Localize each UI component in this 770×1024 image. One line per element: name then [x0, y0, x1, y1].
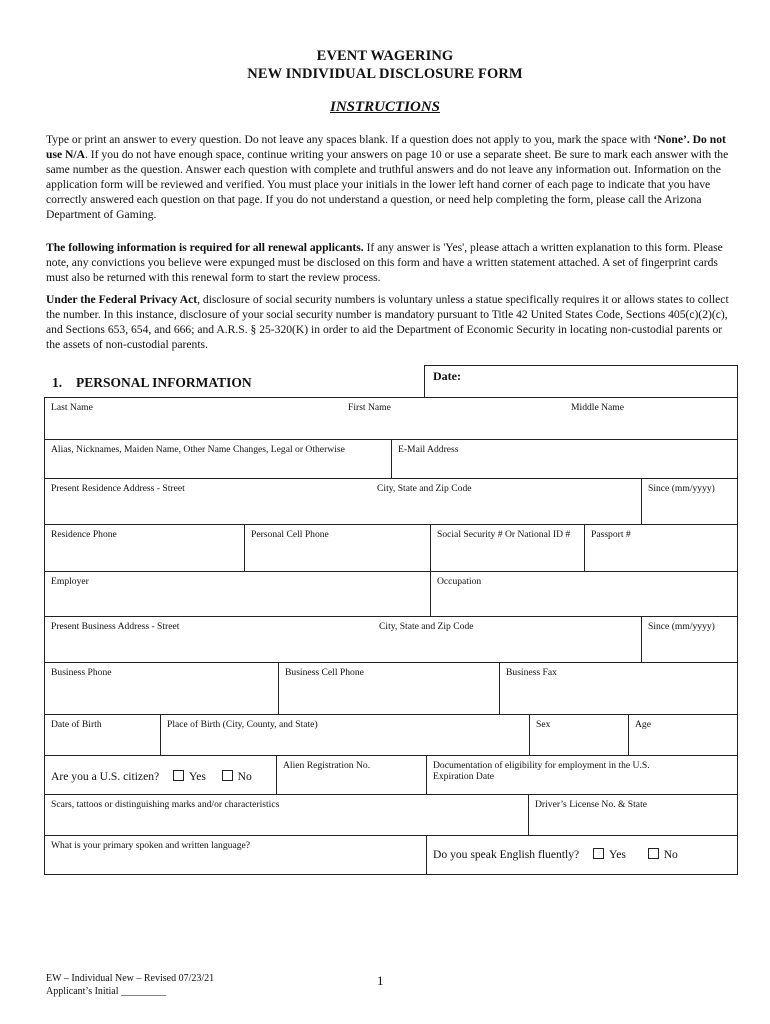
- dob-label: Date of Birth: [51, 719, 102, 730]
- residence-city-label: City, State and Zip Code: [377, 483, 472, 494]
- business-fax-field[interactable]: [499, 662, 738, 715]
- residence-address-field[interactable]: [44, 478, 642, 525]
- occupation-field[interactable]: [430, 571, 738, 617]
- footer: [46, 972, 214, 998]
- alien-registration-field[interactable]: [276, 755, 427, 795]
- alias-label: Alias, Nicknames, Maiden Name, Other Name Changes, Legal or Otherwise: [51, 444, 345, 455]
- instructions-p3-text: , disclosure of social security numbers is voluntary unless a statue specifically requires it or allows states to collect the number. In this instance, disclosure of your social security number is mandatory pursuant to Title 42 United States Code, Sections 405(c)(2)(c), and Sections 653, 654, and 666; and A.R.S. § 25-320(K) in order to aid the Department of Economic Security in locating non-custodial parents or the assets of non-custodial parents.: [46, 293, 729, 351]
- english-yes-checkbox[interactable]: [593, 848, 604, 859]
- expiration-date-label: Expiration Date: [433, 771, 495, 782]
- ssn-label: Social Security # Or National ID #: [437, 529, 571, 540]
- last-name-label: Last Name: [51, 402, 93, 413]
- email-field[interactable]: [391, 439, 738, 479]
- language-label: What is your primary spoken and written language?: [51, 840, 251, 851]
- ssn-field[interactable]: [430, 524, 585, 572]
- english-question: [433, 848, 678, 861]
- residence-phone-label: Residence Phone: [51, 529, 117, 540]
- instructions-paragraph-3: [46, 292, 730, 352]
- instructions-heading: INSTRUCTIONS: [329, 99, 441, 115]
- form-title-line1: EVENT WAGERING: [316, 48, 454, 64]
- residence-phone-field[interactable]: [44, 524, 245, 572]
- drivers-license-label: Driver’s License No. & State: [535, 799, 647, 810]
- page-number: 1: [377, 973, 384, 988]
- business-cell-field[interactable]: [278, 662, 500, 715]
- sex-field[interactable]: [529, 714, 629, 756]
- instructions-p2-bold: The following information is required for all renewal applicants.: [46, 241, 364, 254]
- passport-label: Passport #: [591, 529, 631, 540]
- section-number: 1.: [52, 375, 63, 390]
- dob-field[interactable]: [44, 714, 161, 756]
- language-field[interactable]: [44, 835, 427, 875]
- employer-field[interactable]: [44, 571, 431, 617]
- scars-field[interactable]: [44, 794, 529, 836]
- business-since-field[interactable]: [641, 616, 738, 663]
- business-address-field[interactable]: [44, 616, 642, 663]
- sex-label: Sex: [536, 719, 551, 730]
- email-label: E-Mail Address: [398, 444, 459, 455]
- citizen-no-checkbox[interactable]: [222, 770, 233, 781]
- residence-since-label: Since (mm/yyyy): [648, 483, 715, 494]
- date-label: Date:: [433, 369, 461, 383]
- name-row[interactable]: [44, 397, 738, 440]
- instructions-paragraph-1: [46, 132, 730, 222]
- section-1-title: [52, 375, 252, 391]
- alias-field[interactable]: [44, 439, 392, 479]
- business-city-label: City, State and Zip Code: [379, 621, 474, 632]
- english-no-checkbox[interactable]: [648, 848, 659, 859]
- pob-label: Place of Birth (City, County, and State): [167, 719, 318, 730]
- applicant-initial[interactable]: Applicant’s Initial _________: [46, 986, 166, 997]
- revision-note: EW – Individual New – Revised 07/23/21: [46, 973, 215, 984]
- citizen-yes-label: Yes: [188, 770, 206, 783]
- date-field[interactable]: [424, 365, 738, 398]
- alien-registration-label: Alien Registration No.: [283, 760, 371, 771]
- business-phone-label: Business Phone: [51, 667, 112, 678]
- instructions-p2-text: If any answer is 'Yes', please attach a written explanation to this form. Please note, any convictions you believe were expunged must be disclosed on this form and have a written statement attached. A set of fingerprint cards must also be returned with this renewal form to start the review process.: [46, 241, 723, 284]
- citizen-no-label: No: [237, 770, 252, 783]
- instructions-p1-text-a: Type or print an answer to every question. Do not leave any spaces blank. If a question does not apply to you, mark the space with: [46, 133, 654, 146]
- business-fax-label: Business Fax: [506, 667, 557, 678]
- english-no-label: No: [663, 848, 678, 861]
- personal-cell-label: Personal Cell Phone: [251, 529, 329, 540]
- pob-field[interactable]: [160, 714, 530, 756]
- citizen-yes-checkbox[interactable]: [173, 770, 184, 781]
- occupation-label: Occupation: [437, 576, 482, 587]
- business-since-label: Since (mm/yyyy): [648, 621, 715, 632]
- instructions-p1-text-b: . If you do not have enough space, continue writing your answers on page 10 or use a separate sheet. Be sure to mark each answer with the same number as the question. Answer each question with complete and truthful answers and do not leave any information out. Information on the application form will be reviewed and verified. You must place your initials in the lower left hand corner of each page to indicate that you have correctly answered each question on that page. If you do not understand a question, or need help completing the form, please call the Arizona Department of Gaming.: [46, 148, 729, 221]
- instructions-p3-bold: Under the Federal Privacy Act: [46, 293, 198, 306]
- drivers-license-field[interactable]: [528, 794, 738, 836]
- employer-label: Employer: [51, 576, 89, 587]
- first-name-label: First Name: [348, 402, 391, 413]
- doc-eligibility-field[interactable]: [426, 755, 738, 795]
- doc-eligibility-label: Documentation of eligibility for employment in the U.S.: [433, 760, 650, 771]
- english-field: [426, 835, 738, 875]
- english-question-text: Do you speak English fluently?: [433, 848, 580, 861]
- passport-field[interactable]: [584, 524, 738, 572]
- instructions-paragraph-2: [46, 240, 730, 285]
- age-label: Age: [635, 719, 651, 730]
- residence-since-field[interactable]: [641, 478, 738, 525]
- business-street-label: Present Business Address - Street: [51, 621, 180, 632]
- scars-label: Scars, tattoos or distinguishing marks and/or characteristics: [51, 799, 280, 810]
- citizen-question: [51, 770, 252, 783]
- citizen-field: [44, 755, 277, 795]
- age-field[interactable]: [628, 714, 738, 756]
- residence-street-label: Present Residence Address - Street: [51, 483, 185, 494]
- instructions-p1-none: ‘None’. Do not use N/A: [46, 133, 726, 161]
- business-cell-label: Business Cell Phone: [285, 667, 364, 678]
- form-title-line2: NEW INDIVIDUAL DISCLOSURE FORM: [247, 66, 523, 82]
- business-phone-field[interactable]: [44, 662, 279, 715]
- middle-name-label: Middle Name: [571, 402, 625, 413]
- citizen-question-text: Are you a U.S. citizen?: [51, 770, 160, 783]
- section-title-text: PERSONAL INFORMATION: [76, 375, 252, 390]
- english-yes-label: Yes: [609, 848, 626, 861]
- personal-cell-field[interactable]: [244, 524, 431, 572]
